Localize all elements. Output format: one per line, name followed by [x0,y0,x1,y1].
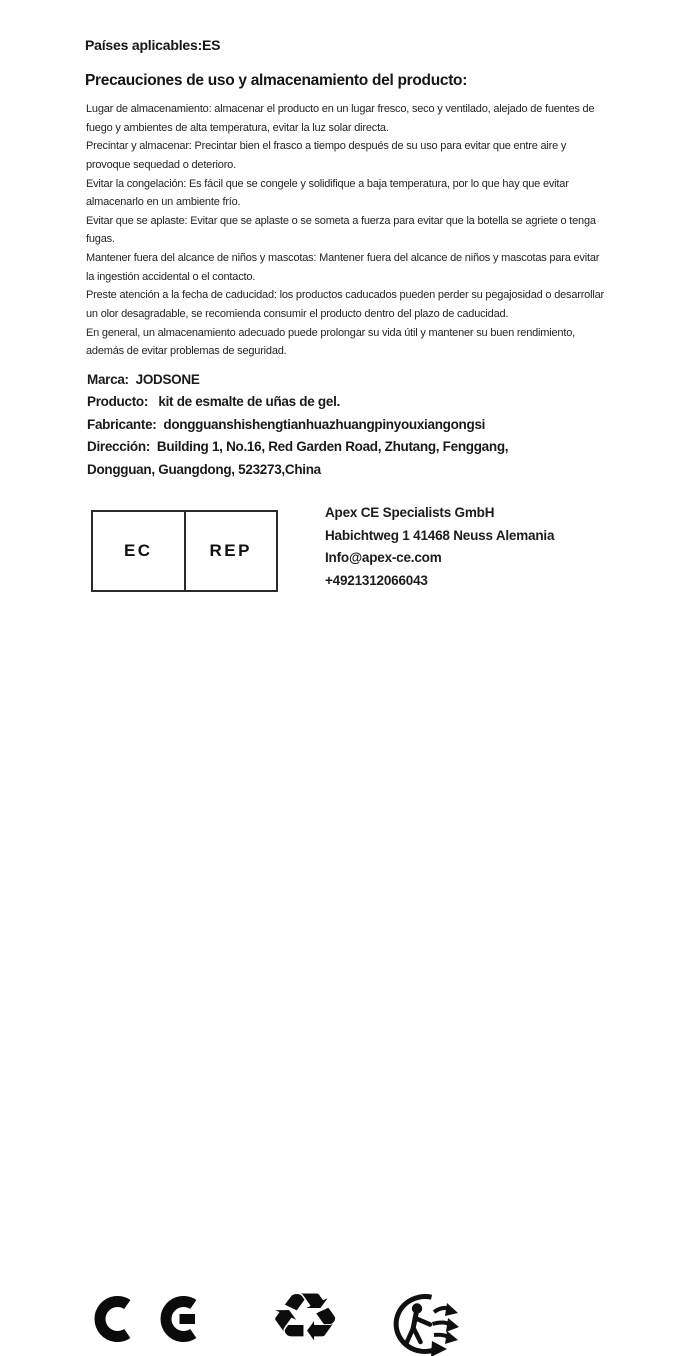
precaution-line: fugas. [86,233,115,246]
precaution-line: En general, un almacenamiento adecuado puede prolongar su vida útil y mantener su buen rendimiento, [86,326,575,339]
triman-icon [389,1292,467,1356]
precaution-line: Preste atención a la fecha de caducidad: los productos caducados pueden perder su pegajosidad o desarrollar [86,289,604,302]
ce-mark-icon [94,1296,213,1342]
precautions-paragraph [86,100,604,361]
eu-representative-block [325,502,554,593]
ec-rep-cell-ec: EC [93,512,186,590]
applicable-countries-heading: Países aplicables:ES [85,37,221,53]
brand-line: Marca: JODSONE [87,372,200,387]
certification-symbols-row [0,640,679,1356]
precaution-line: fuego y ambientes de alta temperatura, evitar la luz solar directa. [86,121,389,134]
contact-line: +4921312066043 [325,573,428,589]
precaution-line: Evitar la congelación: Es fácil que se congele y solidifique a baja temperatura, por lo que hay que evitar [86,177,569,190]
precaution-line: almacenarlo en un ambiente frío. [86,196,241,209]
product-line: Producto: kit de esmalte de uñas de gel. [87,394,340,410]
ec-rep-box [91,510,278,592]
address-line: Dongguan, Guangdong, 523273,China [87,461,321,477]
ec-rep-cell-rep: REP [209,541,252,560]
manufacturer-line: Fabricante: dongguanshishengtianhuazhuangpinyouxiangongsi [87,416,486,432]
contact-line: Habichtweg 1 41468 Neuss Alemania [325,527,555,543]
precaution-line: un olor desagradable, se recomienda consumir el producto dentro del plazo de caducidad. [86,308,509,321]
precaution-line: Lugar de almacenamiento: almacenar el producto en un lugar fresco, seco y ventilado, alejado de fuentes de [86,103,595,115]
contact-line: Apex CE Specialists GmbH [325,505,495,520]
contact-line: Info@apex-ce.com [325,550,442,566]
precaution-line: Mantener fuera del alcance de niños y mascotas: Mantener fuera del alcance de niños y mascotas para evitar [86,252,600,265]
precaution-line: la ingestión accidental o el contacto. [86,270,256,283]
precaution-line: Evitar que se aplaste: Evitar que se aplaste o se someta a fuerza para evitar que la botella se agriete o tenga [86,214,596,227]
precaution-line: además de evitar problemas de seguridad. [86,345,287,358]
precautions-title: Precauciones de uso y almacenamiento del producto: [85,72,468,89]
precaution-line: provoque sequedad o deterioro. [86,158,236,171]
recycling-icon: ♻ [268,1279,342,1356]
product-info-block [87,369,508,481]
precaution-line: Precintar y almacenar: Precintar bien el frasco a tiempo después de su uso para evitar que entre aire y [86,140,567,153]
address-line: Dirección: Building 1, No.16, Red Garden Road, Zhutang, Fenggang, [87,439,509,455]
